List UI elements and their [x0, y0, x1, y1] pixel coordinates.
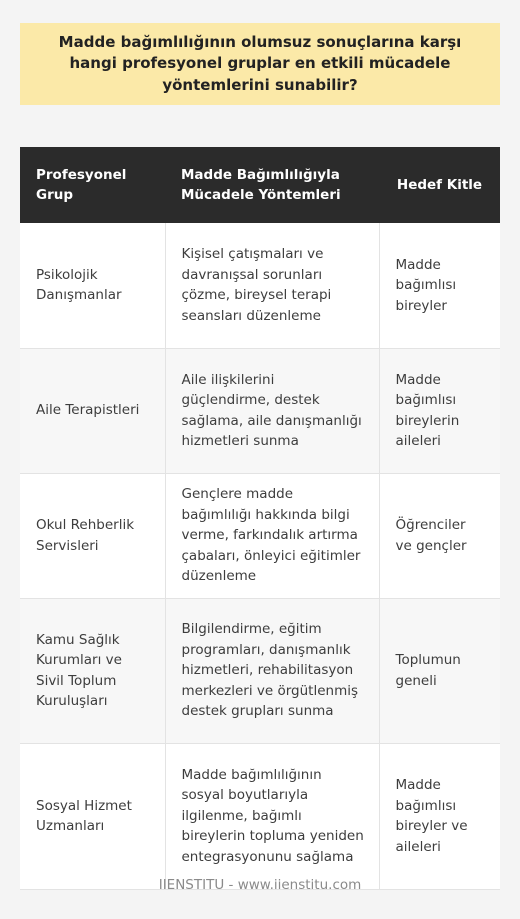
cell-group: Sosyal Hizmet Uzmanları [20, 743, 165, 889]
table-row [20, 473, 500, 598]
table-header-row [20, 147, 500, 223]
question-text: Madde bağımlılığının olumsuz sonuçlarına karşı hangi profesyonel gruplar en etkili mücadele yöntemlerini sunabilir? [58, 32, 462, 94]
cell-methods: Gençlere madde bağımlılığı hakkında bilgi verme, farkındalık artırma çabaları, önleyici eğitimler düzenleme [165, 473, 379, 598]
header-target-audience: Hedef Kitle [379, 147, 500, 223]
professional-groups-table [20, 147, 500, 890]
cell-target: Madde bağımlısı bireyler [379, 223, 500, 348]
cell-methods: Aile ilişkilerini güçlendirme, destek sağlama, aile danışmanlığı hizmetleri sunma [165, 348, 379, 473]
cell-group: Kamu Sağlık Kurumları ve Sivil Toplum Kuruluşları [20, 598, 165, 743]
cell-group: Psikolojik Danışmanlar [20, 223, 165, 348]
cell-methods: Bilgilendirme, eğitim programları, danışmanlık hizmetleri, rehabilitasyon merkezleri ve örgütlenmiş destek grupları sunma [165, 598, 379, 743]
cell-methods: Kişisel çatışmaları ve davranışsal sorunları çözme, bireysel terapi seansları düzenleme [165, 223, 379, 348]
question-box [20, 23, 500, 105]
table-row [20, 348, 500, 473]
cell-target: Toplumun geneli [379, 598, 500, 743]
table-row [20, 598, 500, 743]
cell-methods: Madde bağımlılığının sosyal boyutlarıyla ilgilenme, bağımlı bireylerin topluma yeniden entegrasyonunu sağlama [165, 743, 379, 889]
cell-group: Okul Rehberlik Servisleri [20, 473, 165, 598]
cell-group: Aile Terapistleri [20, 348, 165, 473]
cell-target: Öğrenciler ve gençler [379, 473, 500, 598]
footer-credit: IIENSTITU - www.iienstitu.com [158, 877, 362, 893]
header-methods: Madde Bağımlılığıyla Mücadele Yöntemleri [165, 147, 379, 223]
header-professional-group: Profesyonel Grup [20, 147, 165, 223]
cell-target: Madde bağımlısı bireyler ve aileleri [379, 743, 500, 889]
table-row [20, 223, 500, 348]
cell-target: Madde bağımlısı bireylerin aileleri [379, 348, 500, 473]
table-row [20, 743, 500, 889]
